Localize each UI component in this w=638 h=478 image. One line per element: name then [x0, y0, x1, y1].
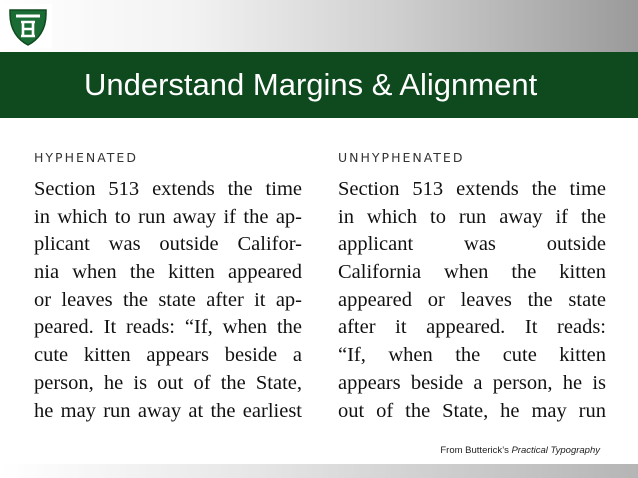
hyphenated-column	[34, 150, 302, 425]
text-line: Section 513 extends the time	[338, 178, 606, 200]
text-line: out of the State, he may run	[338, 399, 606, 422]
text-line: in which to run away if the ap-	[34, 205, 302, 228]
bottom-bar	[0, 464, 638, 478]
slide-title: Understand Margins & Alignment	[84, 67, 538, 102]
text-line: in which to run away if the	[338, 205, 606, 228]
text-line: plicant was outside Califor-	[34, 233, 302, 256]
unhyphenated-column	[338, 150, 606, 425]
text-line: appears beside a person, he is	[338, 371, 606, 394]
credit-source: Practical Typography	[511, 445, 600, 456]
text-line: appeared or leaves the state	[338, 288, 606, 311]
text-line: person, he is out of the State,	[34, 371, 302, 394]
text-line: or leaves the state after it ap-	[34, 288, 302, 311]
shield-logo-icon	[4, 4, 52, 48]
text-line: after it appeared. It reads:	[338, 316, 606, 339]
text-line: Section 513 extends the time	[34, 178, 302, 200]
top-bar	[0, 0, 638, 52]
text-line: peared. It reads: “If, when the	[34, 316, 302, 339]
text-line: California when the kitten	[338, 261, 606, 284]
title-band	[0, 52, 638, 118]
source-credit	[440, 445, 600, 456]
credit-prefix: From Butterick’s	[440, 445, 512, 456]
unhyphenated-heading: UNHYPHENATED	[338, 150, 465, 165]
text-line: nia when the kitten appeared	[34, 261, 302, 284]
text-line: “If, when the cute kitten	[338, 344, 606, 367]
hyphenated-heading: HYPHENATED	[34, 150, 138, 165]
text-line: applicant was outside	[338, 233, 606, 256]
text-line: cute kitten appears beside a	[34, 344, 302, 367]
text-line: he may run away at the earliest	[34, 399, 302, 422]
